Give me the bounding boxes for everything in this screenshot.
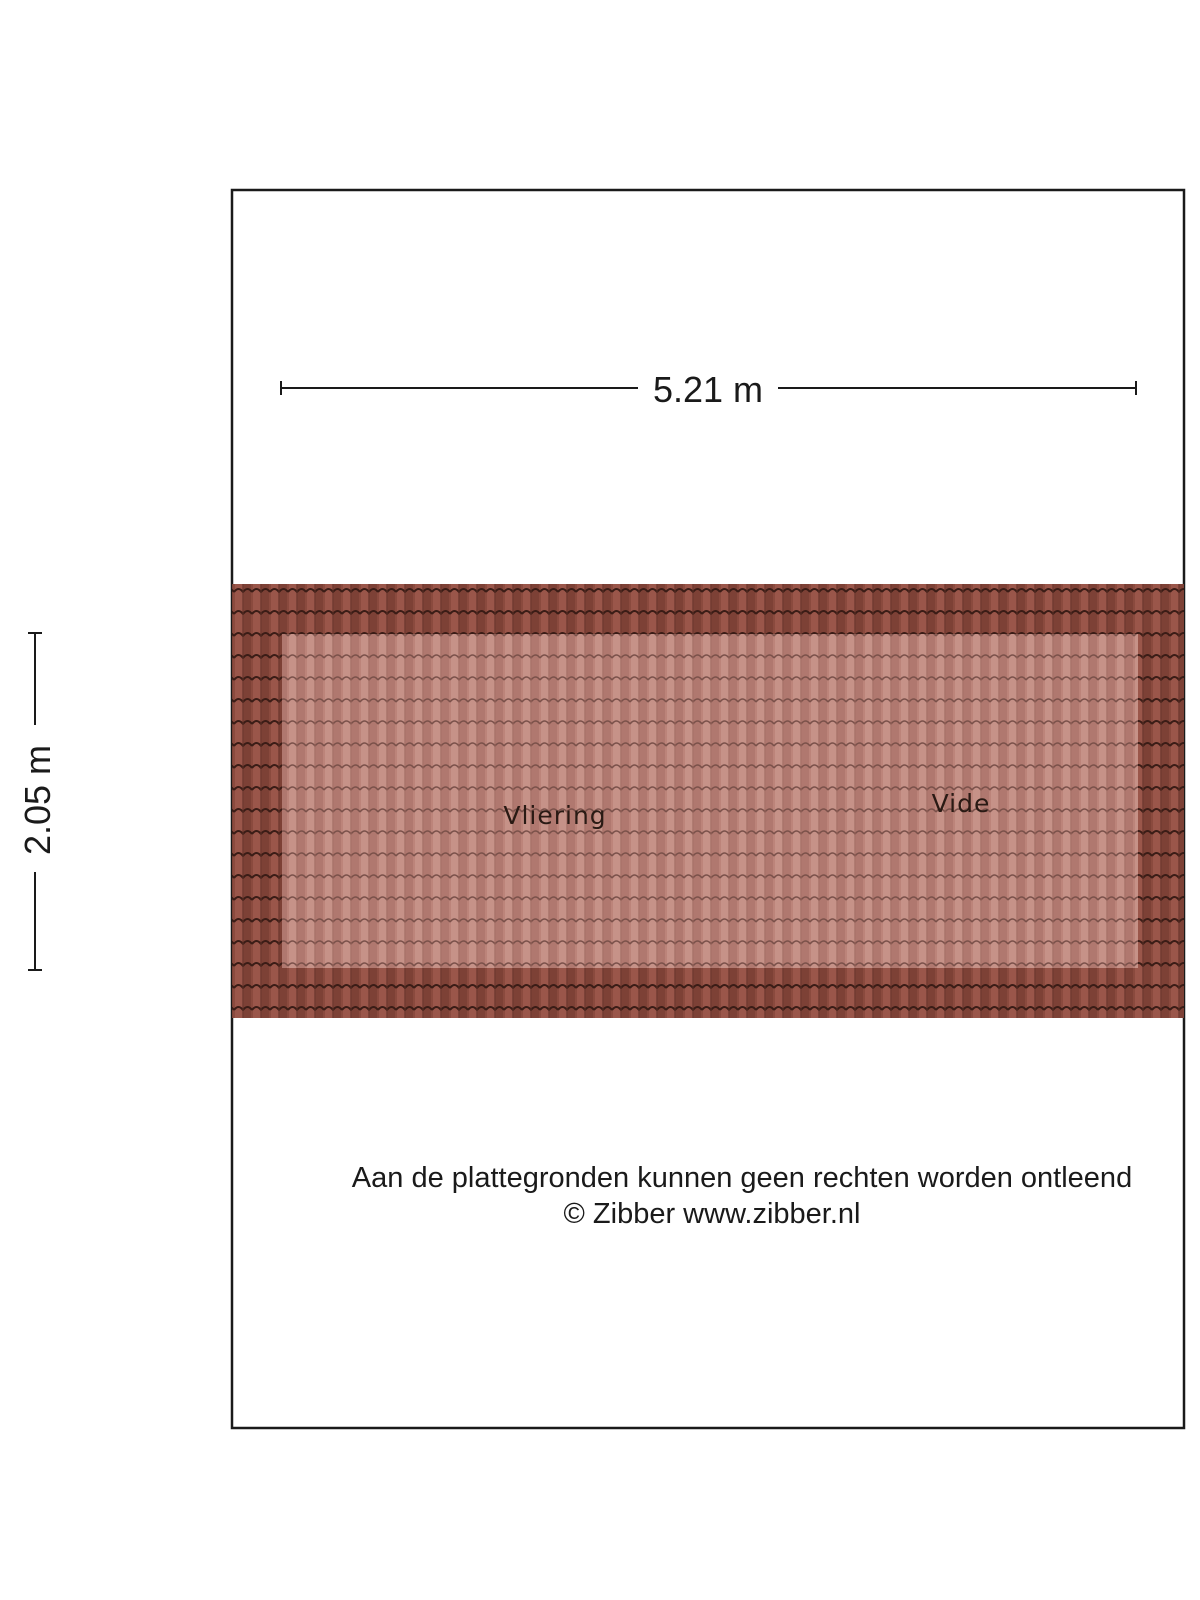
- width-dimension: [281, 369, 1136, 410]
- room-label-vliering: Vliering: [503, 801, 607, 830]
- width-dimension-label: 5.21 m: [652, 369, 764, 410]
- room-label-vide: Vide: [931, 789, 991, 818]
- disclaimer-line-1: Aan de plattegronden kunnen geen rechten worden ontleend: [351, 1162, 1133, 1194]
- disclaimer-line-2: © Zibber www.zibber.nl: [563, 1198, 861, 1230]
- height-dimension: [17, 633, 58, 970]
- height-dimension-label: 2.05 m: [17, 744, 58, 856]
